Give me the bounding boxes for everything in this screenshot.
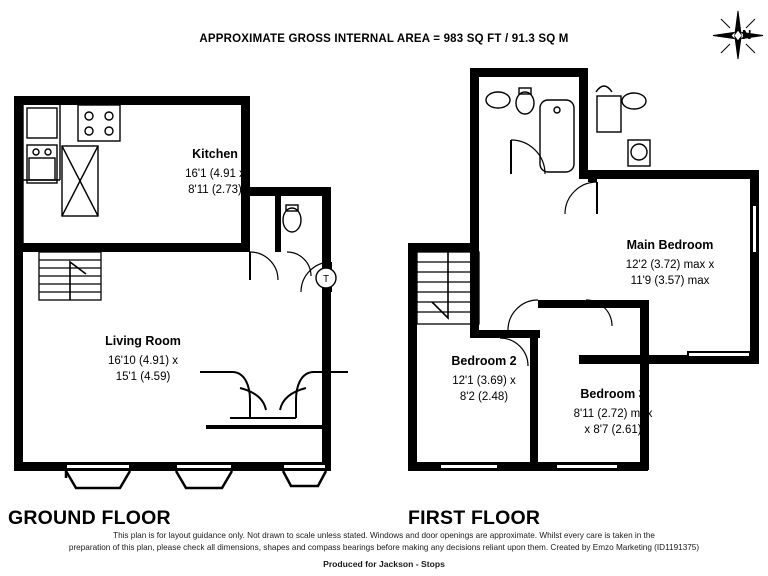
ensuite-fixtures: [596, 86, 650, 166]
sink-icon: [27, 145, 57, 183]
bedroom-3-dim-1: 8'11 (2.72) max: [573, 407, 653, 420]
room-label-bedroom-3: [543, 386, 683, 438]
bedroom-3-dim-2: x 8'7 (2.61): [584, 424, 642, 437]
thermostat-marker: [316, 268, 336, 288]
compass-north-label: N: [742, 27, 752, 42]
footer-line-1: This plan is for layout guidance only. Not drawn to scale unless stated. Windows and door openings are approximate. Whilst every care is taken in the: [113, 531, 655, 540]
room-label-living-room: [68, 333, 218, 385]
ground-floor-staircase: [39, 252, 101, 300]
svg-text:T: T: [322, 274, 330, 285]
kitchen-dim-2: 8'11 (2.73): [188, 184, 242, 197]
main-bedroom-dim-2: 11'9 (3.57) max: [630, 275, 710, 288]
living-room-dim-1: 16'10 (4.91) x: [108, 354, 178, 367]
bedroom-2-dim-1: 12'1 (3.69) x: [452, 374, 516, 387]
main-bedroom-name: Main Bedroom: [626, 238, 714, 252]
room-label-kitchen: [150, 146, 280, 198]
toilet-icon: [516, 92, 534, 114]
living-room-name: Living Room: [105, 334, 181, 348]
footer-line-2: preparation of this plan, please check all dimensions, shapes and compass bearings before making any decisions reliant upon them. Created by Emzo Marketing (ID1191375): [68, 543, 700, 553]
washbasin-icon: [486, 92, 510, 108]
bathroom-fixtures: [486, 88, 574, 172]
living-room-dim-2: 15'1 (4.59): [115, 371, 171, 384]
hob-icon: [27, 108, 57, 138]
ground-floor-bay-windows: [66, 471, 326, 488]
ground-floor-title: GROUND FLOOR: [8, 507, 171, 529]
first-floor-title: FIRST FLOOR: [408, 507, 541, 529]
first-floor-staircase: [417, 252, 479, 324]
footer-disclaimer: [0, 530, 768, 570]
washbasin-icon: [622, 93, 646, 109]
ground-floor-window-openings: [66, 464, 326, 469]
footer-producer: Produced for Jackson - Stops: [323, 558, 445, 569]
main-bedroom-dim-1: 12'2 (3.72) max x: [625, 258, 715, 271]
kitchen-fixtures: [23, 105, 120, 243]
wc-fixtures: [283, 205, 301, 232]
room-label-bedroom-2: [420, 353, 548, 405]
bedroom-2-dim-2: 8'2 (2.48): [459, 391, 509, 404]
kitchen-name: Kitchen: [192, 147, 238, 161]
cooker-icon: [78, 105, 120, 141]
gross-internal-area-text: APPROXIMATE GROSS INTERNAL AREA = 983 SQ FT / 91.3 SQ M: [199, 33, 569, 45]
shower-icon: [596, 86, 612, 92]
bedroom-3-name: Bedroom 3: [580, 387, 646, 401]
kitchen-dim-1: 16'1 (4.91 x: [185, 167, 245, 180]
bathtub-icon: [540, 100, 574, 172]
fireplace-hearth: [206, 425, 326, 429]
room-label-main-bedroom: [590, 237, 750, 289]
bedroom-2-name: Bedroom 2: [451, 354, 517, 368]
